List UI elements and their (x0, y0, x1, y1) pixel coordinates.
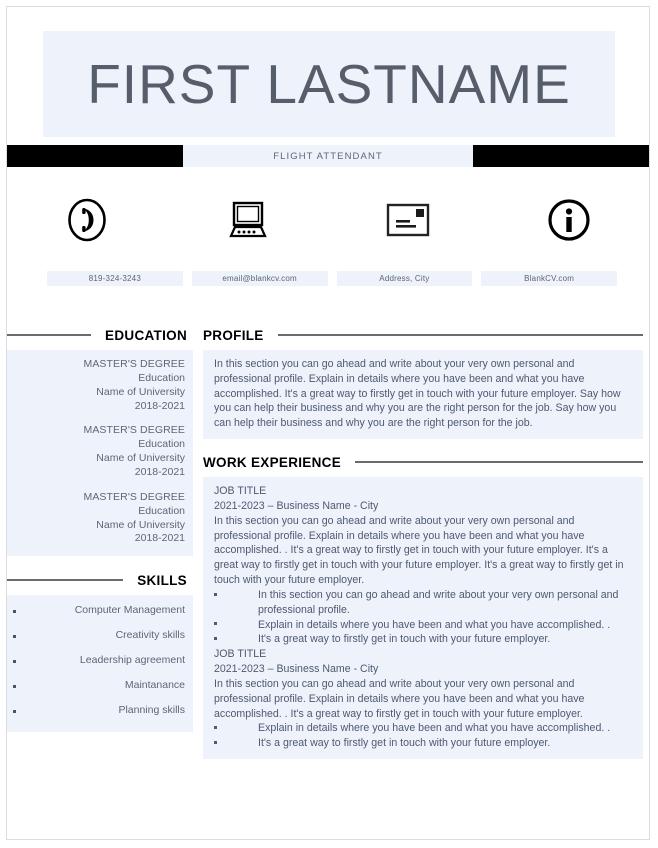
envelope-icon (383, 200, 433, 240)
phone-icon (64, 197, 110, 243)
job-title-bar (7, 145, 649, 167)
contact-icon-cell-computer (168, 189, 329, 251)
skill-item (13, 604, 185, 618)
skill-item (13, 654, 185, 668)
profile-block (203, 350, 643, 439)
job-description: In this section you can go ahead and write about your very own personal and professional profile. Explain in details where you have been and what you have accomplished. . It's a great way to firstly get in touch with your future employer. It's a great way to firstly get in touch with your future employer. It's a great way to firstly get in touch with your future employer. (214, 514, 624, 587)
job-meta: 2021-2023 – Business Name - City (214, 499, 379, 512)
skills-heading (7, 570, 193, 590)
skills-heading-label: SKILLS (137, 572, 187, 588)
job-description: In this section you can go ahead and write about your very own personal and professional profile. Explain in details where you have been and what you have accomplished. . It's a great way to firstly get in touch with your future employer. (214, 677, 585, 720)
bullet-icon (214, 632, 258, 647)
main-column (203, 325, 643, 759)
full-name: FIRST LASTNAME (87, 52, 571, 115)
job-title-text: FLIGHT ATTENDANT (273, 150, 383, 162)
education-item (17, 491, 185, 546)
job-entry (214, 484, 633, 647)
education-school: Name of University (96, 452, 185, 465)
profile-heading-label: PROFILE (203, 327, 264, 343)
contact-chip-address: Address, City (337, 271, 473, 286)
work-experience-rule (355, 461, 643, 463)
profile-rule (278, 334, 643, 336)
contact-chip-phone: 819-324-3243 (47, 271, 183, 286)
bullet-icon (214, 588, 258, 618)
bullet-icon (214, 721, 258, 736)
education-school: Name of University (96, 518, 185, 531)
contact-chip-email: email@blankcv.com (192, 271, 328, 286)
job-bullet (214, 632, 633, 647)
job-bullet-text: Explain in details where you have been and what you have accomplished. . (258, 722, 611, 735)
job-bullet-text: It's a great way to firstly get in touch with your future employer. (258, 633, 551, 646)
computer-icon (225, 198, 271, 242)
education-school: Name of University (96, 385, 185, 398)
job-bullet-text: Explain in details where you have been and what you have accomplished. . (258, 618, 611, 631)
work-experience-block (203, 477, 643, 759)
job-bullet-text: It's a great way to firstly get in touch with your future employer. (258, 737, 551, 750)
job-title-band (183, 145, 473, 167)
job-title: JOB TITLE (214, 648, 267, 661)
education-heading (7, 325, 193, 345)
education-field: Education (138, 438, 185, 451)
skill-item (13, 629, 185, 643)
education-degree: MASTER'S DEGREE (83, 490, 185, 503)
contact-icons-row (7, 189, 649, 251)
contact-chips-row (47, 271, 617, 286)
skill-item (13, 679, 185, 693)
profile-heading (203, 325, 643, 345)
bullet-icon (214, 618, 258, 633)
info-icon (546, 197, 592, 243)
education-heading-label: EDUCATION (105, 327, 187, 343)
job-bullet-text: In this section you can go ahead and write about your very own personal and professional profile. (258, 588, 619, 616)
sidebar-column (7, 325, 193, 732)
skill-label: Maintanance (124, 678, 185, 691)
contact-icon-cell-phone (7, 189, 168, 251)
education-item (17, 424, 185, 479)
bullet-icon (214, 736, 258, 751)
skill-label: Leadership agreement (79, 654, 185, 667)
contact-icon-cell-info (489, 189, 650, 251)
contact-icon-cell-envelope (328, 189, 489, 251)
skill-label: Planning skills (118, 703, 185, 716)
education-degree: MASTER'S DEGREE (83, 358, 185, 370)
name-banner (43, 31, 615, 137)
education-rule (7, 334, 91, 336)
skill-label: Computer Management (74, 604, 185, 617)
job-bullet (214, 618, 633, 633)
job-bullet (214, 736, 633, 751)
education-years: 2018-2021 (134, 532, 185, 545)
education-block (7, 350, 193, 556)
skills-block (7, 595, 193, 731)
job-meta: 2021-2023 – Business Name - City (214, 663, 379, 676)
education-field: Education (138, 504, 185, 517)
education-item (17, 358, 185, 413)
profile-text: In this section you can go ahead and write about your very own personal and professional profile. Explain in details where you have been and what you have accomplished. It's a great way to firstly get in touch with your future employer. Say how you can help their business and why you are the right person for the job. Say how you can help their business and why you are the right person for the job. (214, 358, 621, 430)
education-field: Education (138, 371, 185, 384)
job-title: JOB TITLE (214, 485, 267, 498)
job-entry (214, 647, 633, 751)
work-experience-heading (203, 452, 643, 472)
work-experience-heading-label: WORK EXPERIENCE (203, 454, 342, 470)
resume-page (6, 6, 650, 840)
job-bullet (214, 721, 633, 736)
contact-chip-website: BlankCV.com (481, 271, 617, 286)
title-bar-right-block (473, 145, 649, 167)
education-years: 2018-2021 (134, 466, 185, 479)
education-degree: MASTER'S DEGREE (83, 424, 185, 437)
title-bar-left-block (7, 145, 183, 167)
job-bullet (214, 588, 633, 618)
skills-rule (7, 579, 123, 581)
education-years: 2018-2021 (134, 399, 185, 412)
skill-item (13, 704, 185, 718)
skill-label: Creativity skills (115, 629, 185, 642)
